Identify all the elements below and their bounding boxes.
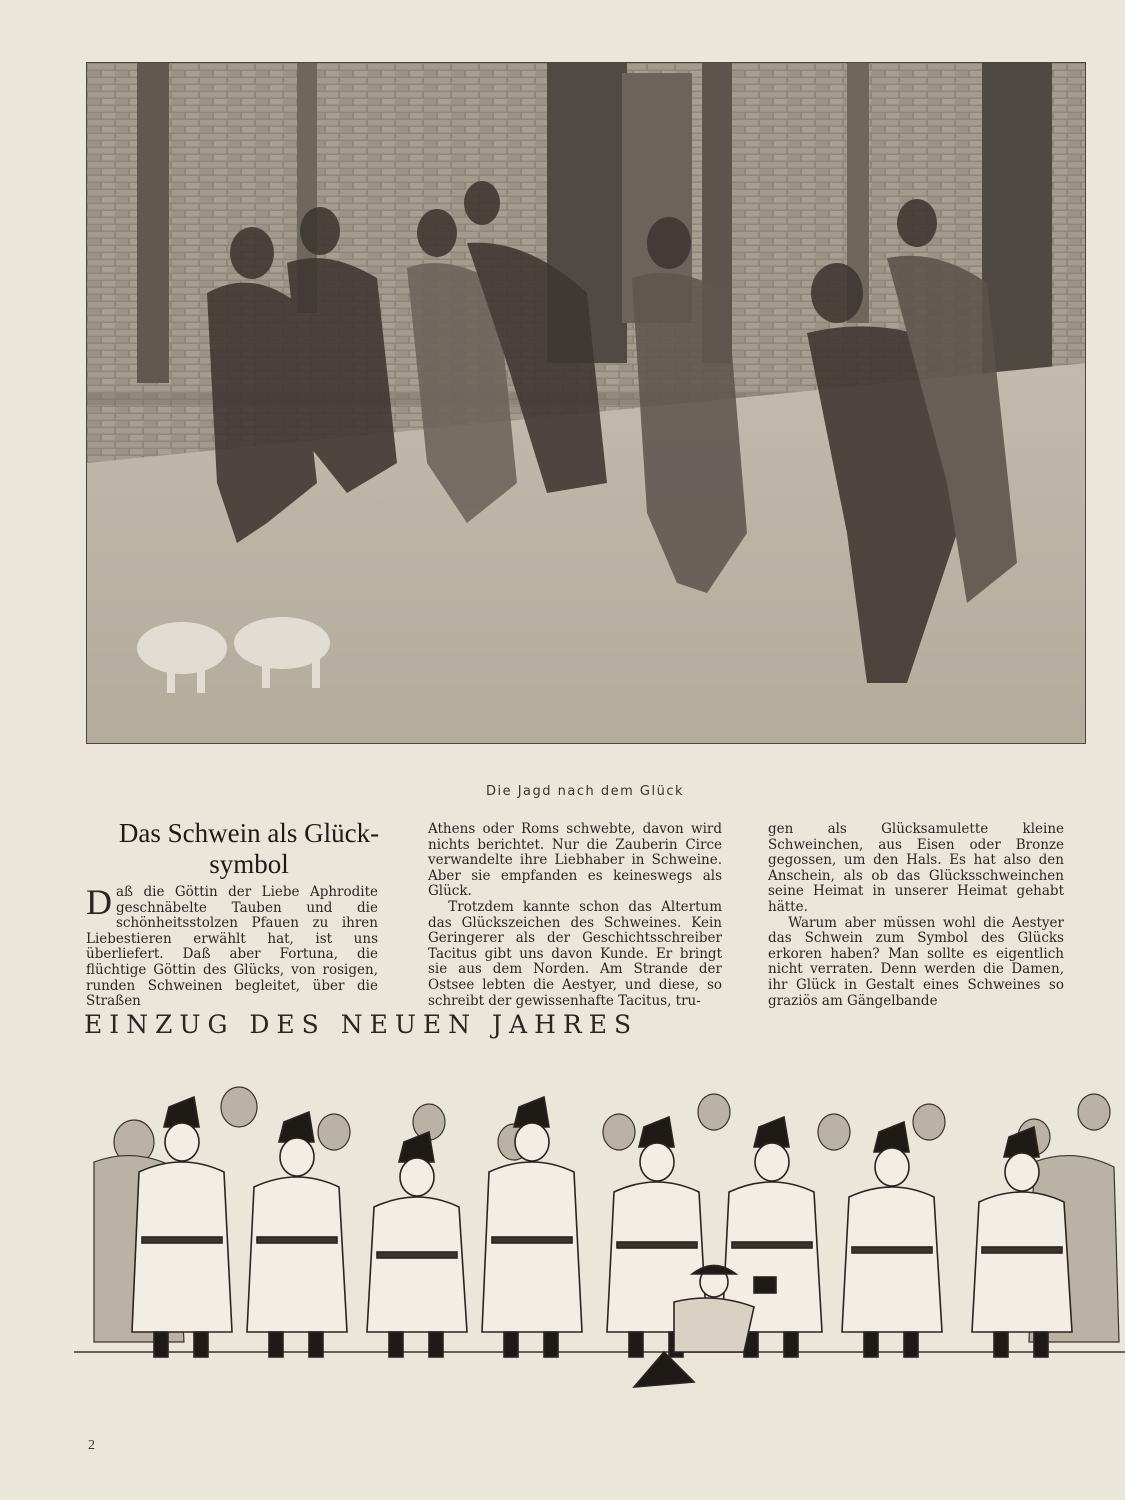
photo-caption: Die Jagd nach dem Glück (485, 784, 685, 799)
drop-cap: D (86, 882, 112, 922)
section-title: EINZUG DES NEUEN JAHRES (84, 1010, 639, 1039)
article-headline: Das Schwein als Glück-symbol (118, 818, 380, 879)
page-number: 2 (88, 1438, 95, 1453)
illustration-guards-crowd (74, 1052, 1125, 1397)
column-1-text: aß die Göttin der Liebe Aphrodite geschnäbelte Tauben und die schönheitsstolzen Pfauen zu ihren Liebestieren erwählt hat, ist uns überliefert. Daß aber Fortuna, die flüchtige Göttin des Glücks, von rosigen, runden Schweinen begleitet, über die Straßen (86, 884, 378, 1010)
article-column-3 (768, 822, 1064, 1009)
illustration-image (74, 1052, 1125, 1397)
photograph-pig-chase (86, 62, 1086, 744)
column-3-paragraph-2: Warum aber müssen wohl die Aestyer das Schwein zum Symbol des Glücks erkoren haben? Man sollte es eigentlich nicht verraten. Denn werden die Damen, ihr Glück in Gestalt eines Schweines so graziös am Gängelbande (768, 914, 1064, 1009)
column-2-paragraph-2: Trotzdem kannte schon das Altertum das Glückszeichen des Schweines. Kein Geringerer als der Geschichtsschreiber Tacitus gibt uns davon Kunde. Er bringt sie aus dem Norden. Am Strande der Ostsee lebten die Aestyer, und diese, so schreibt der gewissenhafte Tacitus, tru- (428, 898, 722, 1009)
photo-image (87, 63, 1086, 744)
column-3-paragraph-1: gen als Glücksamulette kleine Schweinchen, aus Eisen oder Bronze gegossen, um den Hals. Es hat also den Anschein, als ob das Glücksschweinchen seine Heimat in unserer Heimat gehabt hätte. (768, 821, 1064, 915)
column-2-paragraph-1: Athens oder Roms schwebte, davon wird nichts berichtet. Nur die Zauberin Circe verwandelte ihre Liebhaber in Schweine. Aber sie empfanden es keineswegs als Glück. (428, 821, 722, 900)
article-column-1 (86, 882, 378, 1010)
article-column-2 (428, 822, 722, 1009)
